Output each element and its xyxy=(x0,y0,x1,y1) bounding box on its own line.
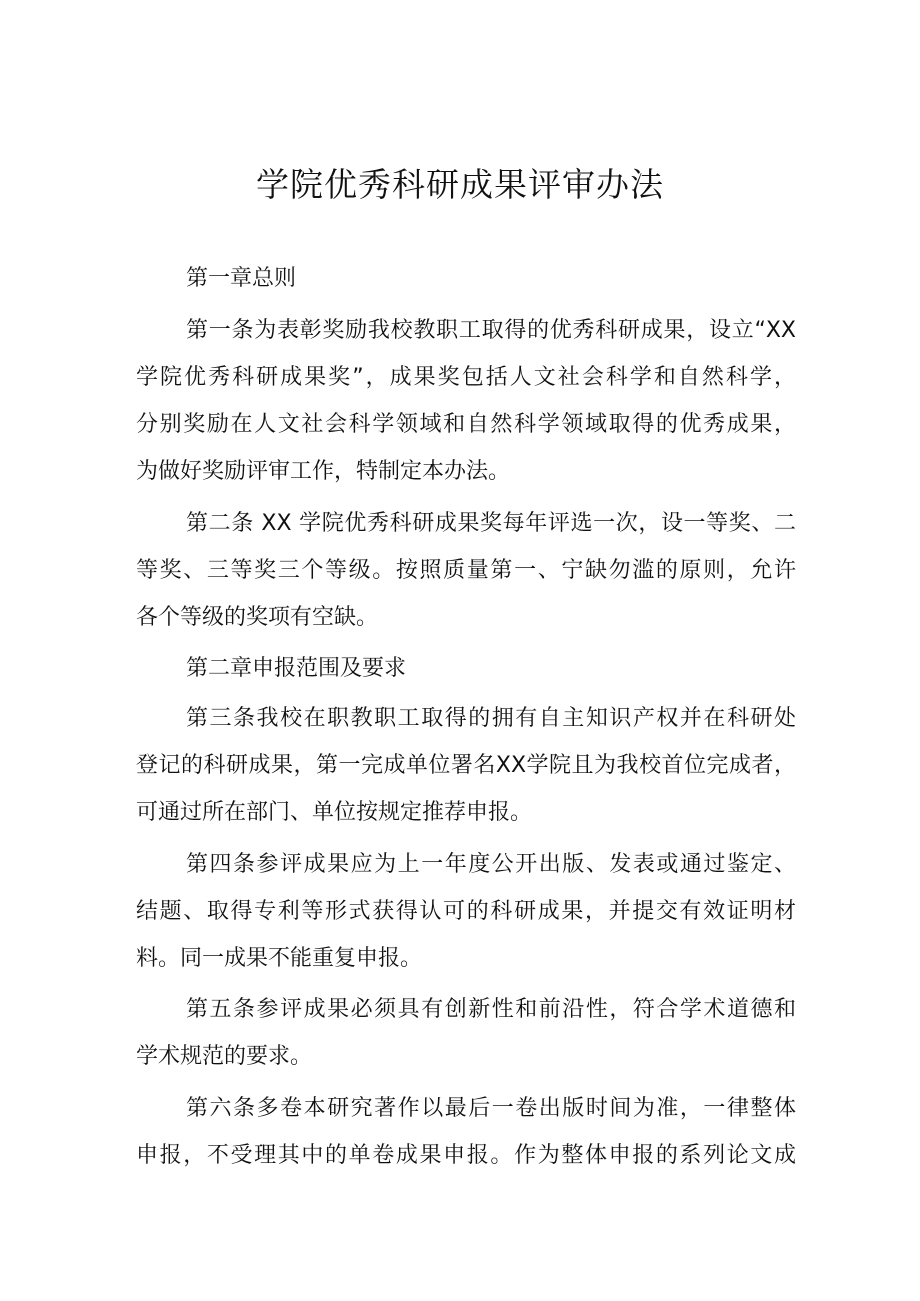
paragraph-line: 第六条多卷本研究著作以最后一卷出版时间为准，一律整体 xyxy=(186,1096,796,1121)
paragraph-line: 第一条为表彰奖励我校教职工取得的优秀科研成果，设立“XX xyxy=(186,318,796,343)
paragraph-line: 结题、取得专利等形式获得认可的科研成果，并提交有效证明材 xyxy=(136,899,796,924)
paragraph-line: 学院优秀科研成果奖”，成果奖包括人文社会科学和自然科学， xyxy=(136,365,796,390)
document-title: 学院优秀科研成果评审办法 xyxy=(256,165,664,204)
paragraph-line: 第四条参评成果应为上一年度公开出版、发表或通过鉴定、 xyxy=(186,852,796,877)
paragraph-line: 分别奖励在人文社会科学领域和自然科学领域取得的优秀成果， xyxy=(136,412,796,437)
paragraph-line: 各个等级的奖项有空缺。 xyxy=(136,605,379,630)
paragraph-line: 等奖、三等奖三个等级。按照质量第一、宁缺勿滥的原则，允许 xyxy=(136,558,796,583)
paragraph-line: 料。同一成果不能重复申报。 xyxy=(136,946,423,971)
paragraph-line: 申报，不受理其中的单卷成果申报。作为整体申报的系列论文成 xyxy=(136,1143,796,1168)
paragraph-line: 登记的科研成果，第一完成单位署名XX学院且为我校首位完成者， xyxy=(136,753,796,778)
paragraph-line: 为做好奖励评审工作，特制定本办法。 xyxy=(136,459,511,484)
chapter-heading: 第一章总则 xyxy=(186,266,297,291)
paragraph-line: 可通过所在部门、单位按规定推荐申报。 xyxy=(136,800,533,825)
paragraph-line: 第五条参评成果必须具有创新性和前沿性，符合学术道德和 xyxy=(186,997,796,1022)
paragraph-line: 学术规范的要求。 xyxy=(136,1044,313,1069)
chapter-heading: 第二章申报范围及要求 xyxy=(186,656,407,681)
paragraph-line: 第二条 XX 学院优秀科研成果奖每年评选一次，设一等奖、二 xyxy=(186,511,796,536)
paragraph-line: 第三条我校在职教职工取得的拥有自主知识产权并在科研处 xyxy=(186,706,796,731)
